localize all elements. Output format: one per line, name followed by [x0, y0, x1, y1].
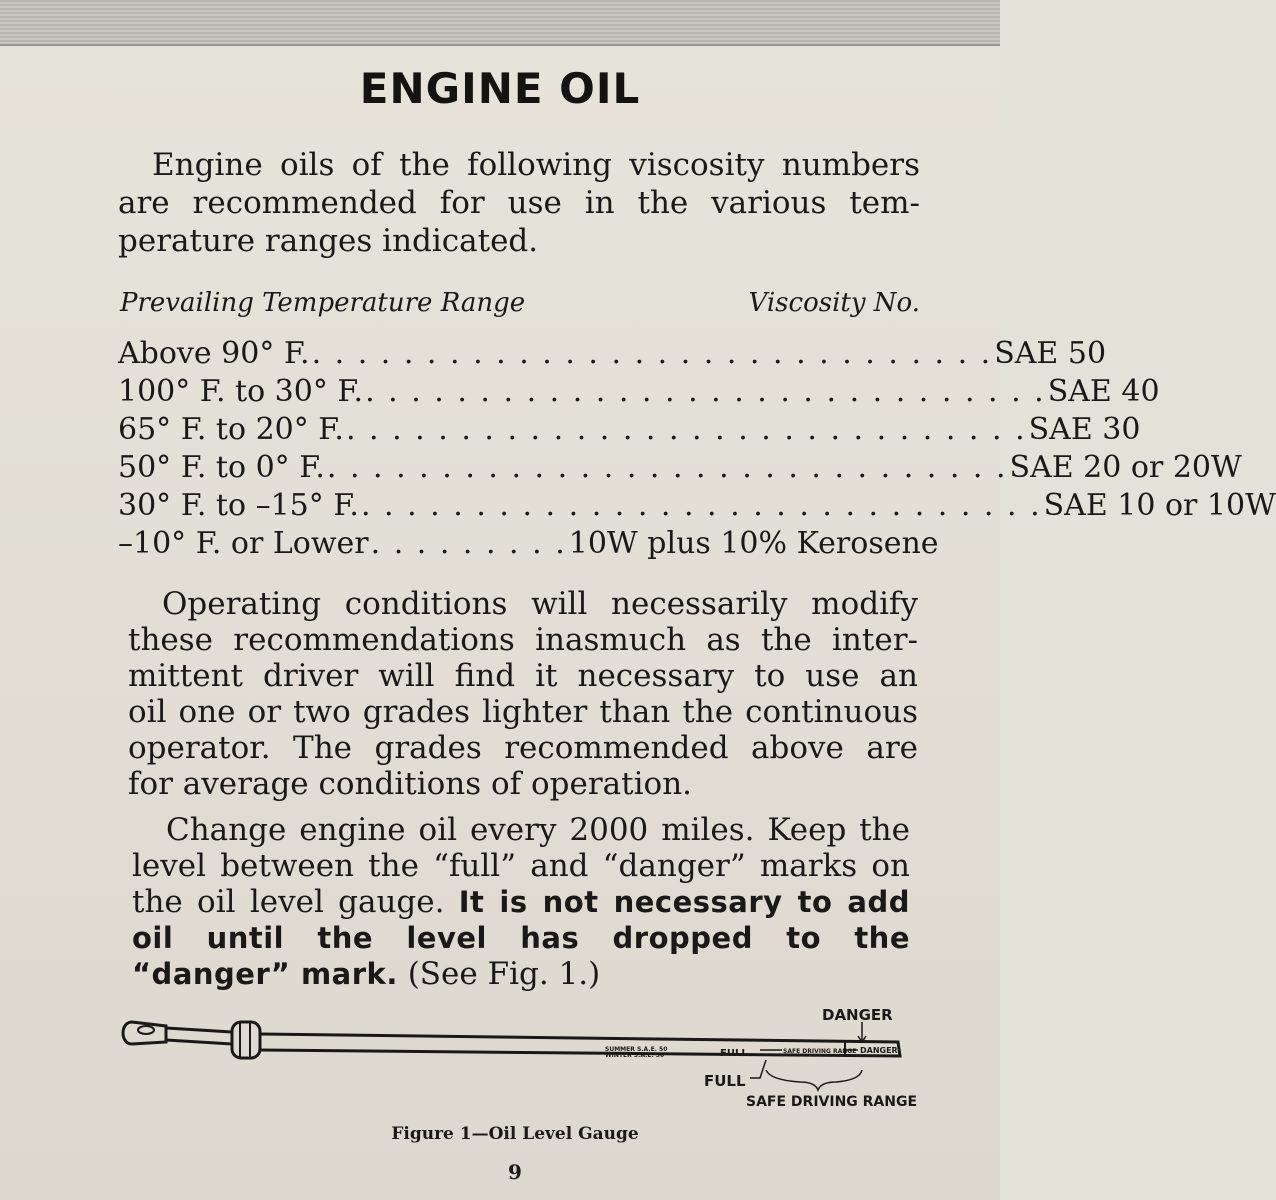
emphasis-text: It is not necessary to add [458, 885, 910, 919]
plain-text: (See Fig. 1.) [397, 956, 601, 992]
page-title: ENGINE OIL [359, 64, 641, 113]
paragraph-line: oil one or two grades lighter than the continuous [128, 694, 918, 730]
viscosity-number: SAE 20 or 20W [1009, 450, 1242, 485]
table-row [118, 412, 1141, 450]
paragraph-line: level between the “full” and “danger” marks on [132, 848, 910, 884]
intro-line: Engine oils of the following viscosity numbers [152, 147, 920, 183]
dot-leader: . . . . . . . . . . . . . . . . . . . . . . . . . . . . . . [360, 488, 1042, 523]
temperature-range: 100° F. to 30° F. [118, 374, 364, 409]
dot-leader: . . . . . . . . . [370, 526, 567, 561]
dot-leader: . . . . . . . . . . . . . . . . . . . . . . . . . . . . . . [345, 412, 1027, 447]
paragraph-line: mittent driver will find it necessary to use an [128, 658, 918, 694]
stick-winter-label: WINTER S.A.E. 30 [605, 1052, 665, 1059]
stick-summer-label: SUMMER S.A.E. 50 [605, 1046, 668, 1053]
viscosity-number: SAE 50 [994, 336, 1107, 371]
danger-callout-label: DANGER [822, 1006, 893, 1024]
table-row [118, 488, 1276, 526]
emphasis-line: oil until the level has dropped to the [132, 921, 910, 955]
full-callout-label: FULL [704, 1072, 746, 1090]
intro-paragraph [118, 146, 920, 260]
intro-line: are recommended for use in the various tem- [118, 185, 920, 221]
paragraph-line: operator. The grades recommended above are [128, 730, 918, 766]
temperature-range: 30° F. to –15° F. [118, 488, 359, 523]
figure-caption: Figure 1—Oil Level Gauge [391, 1124, 639, 1144]
table-row [118, 336, 1107, 374]
oil-level-gauge-figure [110, 1000, 930, 1115]
viscosity-number: SAE 10 or 10W [1043, 488, 1276, 523]
stick-safe-range-label: SAFE DRIVING RANGE [783, 1048, 857, 1055]
table-row [118, 450, 1242, 488]
dot-leader: . . . . . . . . . . . . . . . . . . . . . . . . . . . . . . [365, 374, 1046, 409]
table-row [118, 374, 1160, 412]
paragraph-line [132, 956, 910, 992]
plain-text: the oil level gauge. [132, 884, 459, 920]
page-number: 9 [508, 1160, 522, 1184]
table-header-temperature: Prevailing Temperature Range [120, 288, 526, 318]
viscosity-number: 10W plus 10% Kerosene [568, 526, 939, 561]
viscosity-number: SAE 30 [1028, 412, 1141, 447]
dot-leader: . . . . . . . . . . . . . . . . . . . . . . . . . . . . . . [326, 450, 1008, 485]
temperature-range: 65° F. to 20° F. [118, 412, 344, 447]
temperature-range: Above 90° F. [118, 336, 310, 371]
paragraph-line: for average conditions of operation. [128, 766, 693, 802]
temperature-range: –10° F. or Lower [118, 526, 369, 561]
dot-leader: . . . . . . . . . . . . . . . . . . . . . . . . . . . . . . [311, 336, 993, 371]
paragraph-line: Operating conditions will necessarily modify [162, 586, 918, 622]
oil-change-paragraph [132, 812, 910, 992]
paragraph-line: these recommendations inasmuch as the inter- [128, 622, 918, 658]
intro-line: perature ranges indicated. [118, 223, 539, 259]
emphasis-text: “danger” mark. [132, 957, 398, 991]
safe-range-callout-label: SAFE DRIVING RANGE [746, 1094, 918, 1110]
paragraph-line: Change engine oil every 2000 miles. Keep the [166, 812, 910, 848]
table-header-viscosity: Viscosity No. [748, 288, 920, 318]
stick-full-label: FULL [720, 1048, 748, 1059]
table-row [118, 526, 939, 564]
stick-danger-label: DANGER [860, 1046, 898, 1055]
operating-conditions-paragraph [128, 586, 918, 802]
top-illustration-band [0, 0, 1000, 46]
paragraph-line [132, 884, 910, 920]
temperature-range: 50° F. to 0° F. [118, 450, 325, 485]
viscosity-number: SAE 40 [1047, 374, 1160, 409]
